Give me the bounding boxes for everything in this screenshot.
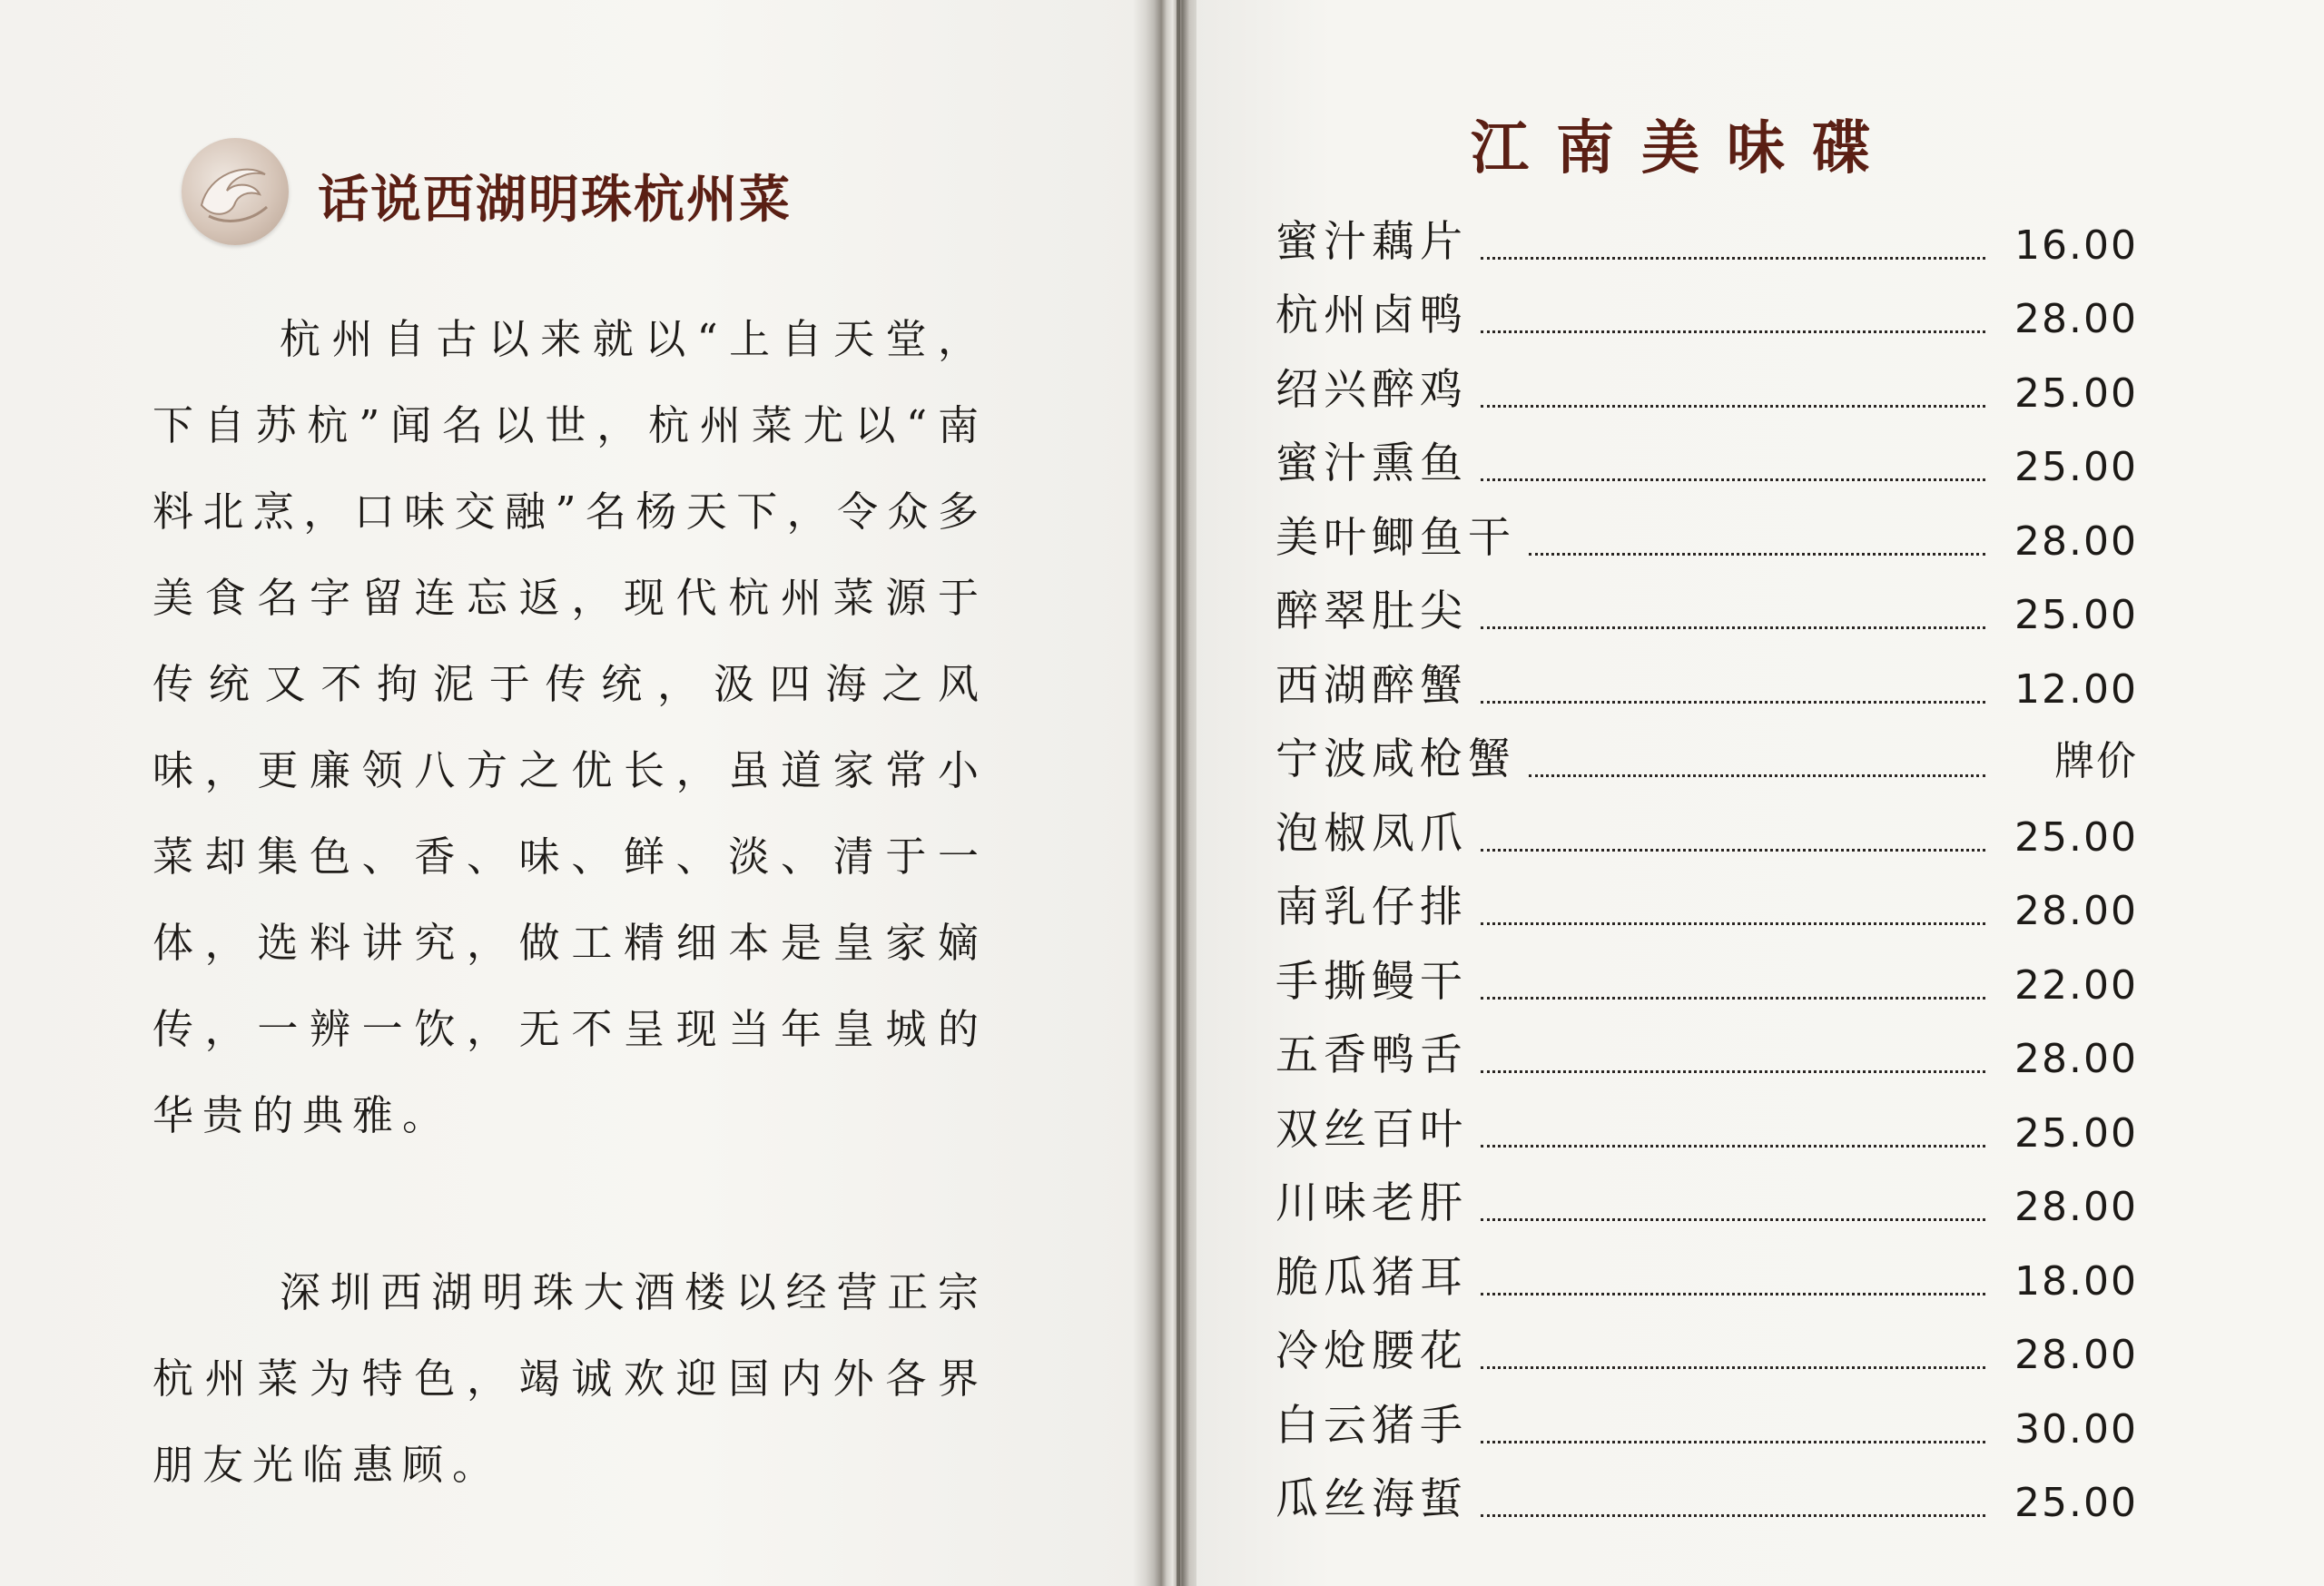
menu-item xyxy=(1275,1162,2138,1236)
dot-leader xyxy=(1481,1440,1985,1443)
menu-item xyxy=(1275,348,2138,422)
dish-price: 30.00 xyxy=(2014,1405,2138,1453)
menu-item xyxy=(1275,1014,2138,1089)
dot-leader xyxy=(1529,773,1985,777)
dish-name: 脆瓜猪耳 xyxy=(1275,1252,1468,1303)
dish-name: 手撕鳗干 xyxy=(1275,956,1468,1007)
dish-price: 12.00 xyxy=(2014,665,2138,713)
dot-leader xyxy=(1481,256,1985,260)
dot-leader xyxy=(1481,1144,1985,1148)
dot-leader xyxy=(1481,848,1985,852)
intro-title: 话说西湖明珠杭州菜 xyxy=(318,170,792,230)
dot-leader xyxy=(1481,921,1985,925)
menu-item xyxy=(1275,792,2138,866)
dish-name: 白云猪手 xyxy=(1275,1400,1468,1451)
menu-item xyxy=(1275,200,2138,274)
dish-name: 蜜汁藕片 xyxy=(1275,216,1468,267)
dot-leader xyxy=(1481,996,1985,1000)
dot-leader xyxy=(1481,330,1985,333)
dish-price: 25.00 xyxy=(2014,1480,2138,1526)
dot-leader xyxy=(1529,552,1985,556)
dish-price: 25.00 xyxy=(2014,813,2138,861)
dish-name: 泡椒凤爪 xyxy=(1275,808,1468,859)
dot-leader xyxy=(1481,1292,1985,1295)
dish-name: 西湖醉蟹 xyxy=(1275,660,1468,711)
dish-price: 28.00 xyxy=(2014,517,2138,565)
wave-emblem-icon xyxy=(182,138,289,245)
menu-item xyxy=(1275,496,2138,570)
dish-name: 冷炝腰花 xyxy=(1275,1326,1468,1376)
spine-fold-line xyxy=(1177,0,1180,1586)
menu-item xyxy=(1275,570,2138,645)
dish-name: 瓜丝海蜇 xyxy=(1275,1474,1468,1524)
menu-item xyxy=(1275,1458,2138,1532)
menu-item xyxy=(1275,1310,2138,1384)
menu-item xyxy=(1275,718,2138,793)
dish-name: 南乳仔排 xyxy=(1275,882,1468,932)
dot-leader xyxy=(1481,478,1985,481)
menu-item xyxy=(1275,274,2138,349)
dish-name: 五香鸭舌 xyxy=(1275,1030,1468,1080)
dish-price: 28.00 xyxy=(2014,296,2138,342)
dish-price: 22.00 xyxy=(2014,961,2138,1009)
dot-leader xyxy=(1481,1513,1985,1517)
dot-leader xyxy=(1481,700,1985,704)
dot-leader xyxy=(1481,1069,1985,1073)
dot-leader xyxy=(1481,626,1985,629)
dish-price: 25.00 xyxy=(2014,1109,2138,1157)
menu-item xyxy=(1275,1236,2138,1310)
dish-price: 25.00 xyxy=(2014,369,2138,417)
menu-item xyxy=(1275,1384,2138,1458)
dish-name: 双丝百叶 xyxy=(1275,1104,1468,1155)
dish-price: 18.00 xyxy=(2014,1257,2138,1305)
dish-name: 宁波咸枪蟹 xyxy=(1275,734,1516,784)
dot-leader xyxy=(1481,1217,1985,1221)
menu-list xyxy=(1275,200,2138,1532)
dish-price: 28.00 xyxy=(2014,888,2138,934)
dish-name: 杭州卤鸭 xyxy=(1275,291,1468,340)
intro-paragraph-1: 杭州自古以来就以“上自天堂，下自苏杭”闻名以世，杭州菜尤以“南料北烹，口味交融”名杨天下，令众多美食名字留连忘返，现代杭州菜源于传统又不拘泥于传统，汲四海之风味，更廉领八方之优长，虽道家常小菜却集色、香、味、鲜、淡、清于一体，选料讲究，做工精细本是皇家嫡传，一辨一饮，无不呈现当年皇城的华贵的典雅。 xyxy=(153,315,988,1139)
dish-price: 牌价 xyxy=(2054,738,2138,784)
dot-leader xyxy=(1481,404,1985,408)
dish-price: 28.00 xyxy=(2014,1332,2138,1378)
dish-name: 醉翠肚尖 xyxy=(1275,586,1468,636)
dish-name: 绍兴醉鸡 xyxy=(1275,364,1468,415)
menu-item xyxy=(1275,644,2138,718)
dish-price: 25.00 xyxy=(2014,444,2138,490)
menu-title: 江南美味碟 xyxy=(1471,114,1897,182)
menu-item xyxy=(1275,422,2138,497)
dish-price: 16.00 xyxy=(2014,222,2138,269)
menu-item xyxy=(1275,866,2138,941)
dish-price: 28.00 xyxy=(2014,1184,2138,1230)
dish-price: 28.00 xyxy=(2014,1036,2138,1082)
dish-name: 川味老肝 xyxy=(1275,1178,1468,1228)
dish-price: 25.00 xyxy=(2014,592,2138,638)
menu-item xyxy=(1275,940,2138,1014)
book-spine xyxy=(1133,0,1204,1586)
menu-item xyxy=(1275,1088,2138,1162)
dish-name: 美叶鲫鱼干 xyxy=(1275,512,1516,563)
intro-paragraph-2: 深圳西湖明珠大酒楼以经营正宗杭州菜为特色，竭诚欢迎国内外各界朋友光临惠顾。 xyxy=(153,1268,988,1489)
left-page xyxy=(0,0,1146,1586)
dish-name: 蜜汁熏鱼 xyxy=(1275,438,1468,488)
dot-leader xyxy=(1481,1365,1985,1369)
